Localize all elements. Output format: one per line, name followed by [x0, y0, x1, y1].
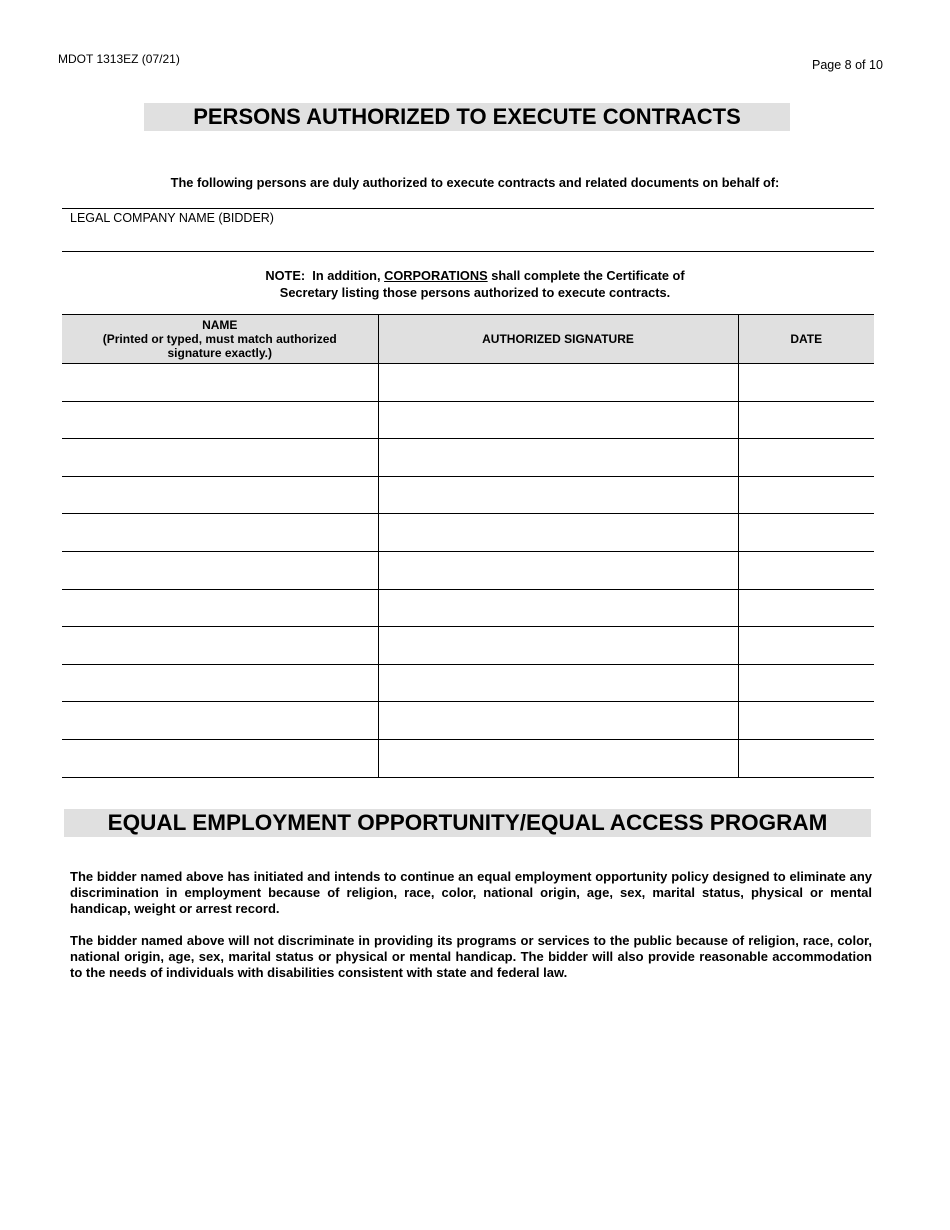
date-cell[interactable] — [738, 476, 874, 514]
note-prefix: NOTE: In addition, — [265, 268, 385, 283]
name-cell[interactable] — [62, 702, 378, 740]
form-id: MDOT 1313EZ (07/21) — [58, 52, 180, 66]
date-cell[interactable] — [738, 401, 874, 439]
signature-cell[interactable] — [378, 401, 738, 439]
header-date: DATE — [738, 315, 874, 364]
page-number: Page 8 of 10 — [812, 58, 883, 72]
name-cell[interactable] — [62, 739, 378, 777]
table-row — [62, 702, 874, 740]
table-row — [62, 739, 874, 777]
header-name-title: NAME — [202, 318, 238, 332]
header-name — [62, 315, 378, 364]
signature-cell[interactable] — [378, 589, 738, 627]
signature-cell[interactable] — [378, 364, 738, 402]
table-row — [62, 627, 874, 665]
intro-text: The following persons are duly authorized to execute contracts and related documents on behalf of: — [170, 175, 780, 190]
header-name-instructions: (Printed or typed, must match authorized signature exactly.) — [102, 332, 337, 360]
name-cell[interactable] — [62, 664, 378, 702]
signature-cell[interactable] — [378, 514, 738, 552]
table-row — [62, 401, 874, 439]
table-row — [62, 364, 874, 402]
name-cell[interactable] — [62, 476, 378, 514]
name-cell[interactable] — [62, 439, 378, 477]
signature-cell[interactable] — [378, 627, 738, 665]
table-row — [62, 589, 874, 627]
company-name-label: LEGAL COMPANY NAME (BIDDER) — [70, 211, 274, 225]
table-row — [62, 551, 874, 589]
note-emphasis: CORPORATIONS — [384, 268, 488, 283]
company-top-rule — [62, 208, 874, 209]
date-cell[interactable] — [738, 627, 874, 665]
name-cell[interactable] — [62, 627, 378, 665]
signature-cell[interactable] — [378, 702, 738, 740]
signature-cell[interactable] — [378, 476, 738, 514]
signature-cell[interactable] — [378, 439, 738, 477]
corporations-note — [0, 267, 950, 301]
eeo-paragraph-access: The bidder named above will not discriminate in providing its programs or services to the public because of religion, race, color, national origin, age, sex, marital status or physical or mental handicap. The bidder will also provide reasonable accommodation to the needs of individuals with disabilities consistent with state and federal law. — [70, 933, 872, 980]
date-cell[interactable] — [738, 439, 874, 477]
note-line2: Secretary listing those persons authorized to execute contracts. — [279, 285, 671, 300]
authorized-persons-table — [62, 314, 874, 778]
date-cell[interactable] — [738, 702, 874, 740]
date-cell[interactable] — [738, 551, 874, 589]
name-cell[interactable] — [62, 514, 378, 552]
signature-cell[interactable] — [378, 664, 738, 702]
date-cell[interactable] — [738, 364, 874, 402]
company-name-field[interactable] — [62, 251, 874, 252]
table-row — [62, 514, 874, 552]
signature-cell[interactable] — [378, 739, 738, 777]
name-cell[interactable] — [62, 401, 378, 439]
table-row — [62, 664, 874, 702]
name-cell[interactable] — [62, 364, 378, 402]
eeo-paragraph-employment: The bidder named above has initiated and intends to continue an equal employment opportunity policy designed to eliminate any discrimination in employment because of religion, race, color, national origin, age, sex, marital status, physical or mental handicap, weight or arrest record. — [70, 869, 872, 916]
section-title-eeo: EQUAL EMPLOYMENT OPPORTUNITY/EQUAL ACCESS PROGRAM — [64, 809, 871, 837]
table-row — [62, 439, 874, 477]
table-header-row — [62, 315, 874, 364]
section-title-authorized-persons: PERSONS AUTHORIZED TO EXECUTE CONTRACTS — [144, 103, 790, 131]
date-cell[interactable] — [738, 739, 874, 777]
date-cell[interactable] — [738, 589, 874, 627]
note-line1-suffix: shall complete the Certificate of — [487, 268, 685, 283]
signature-cell[interactable] — [378, 551, 738, 589]
date-cell[interactable] — [738, 514, 874, 552]
name-cell[interactable] — [62, 551, 378, 589]
table-row — [62, 476, 874, 514]
date-cell[interactable] — [738, 664, 874, 702]
header-signature: AUTHORIZED SIGNATURE — [378, 315, 738, 364]
name-cell[interactable] — [62, 589, 378, 627]
